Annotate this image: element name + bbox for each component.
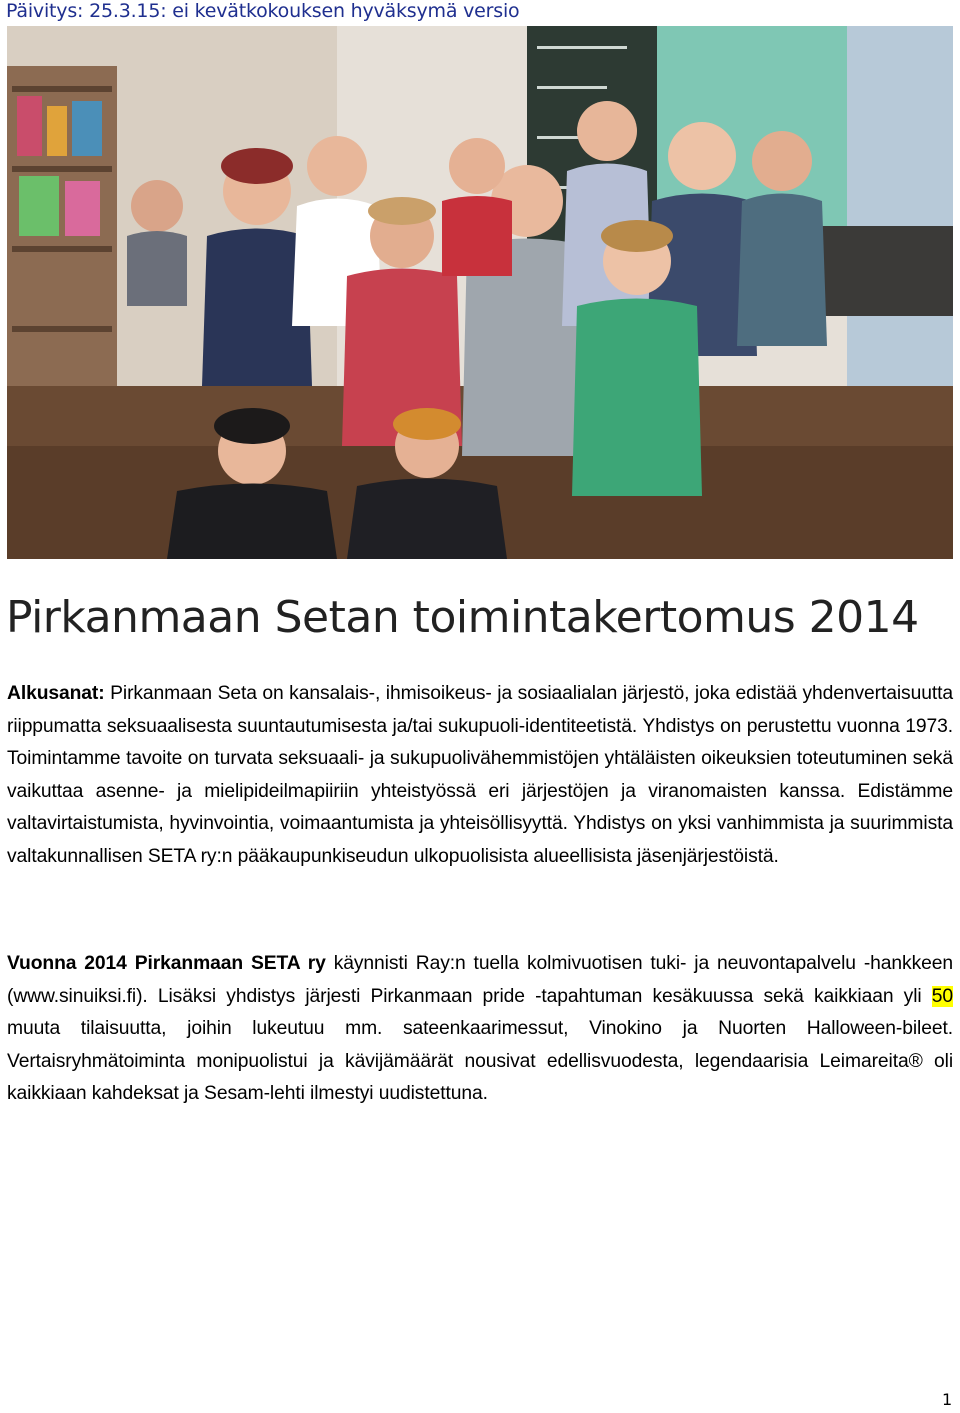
- intro-text: Pirkanmaan Seta on kansalais-, ihmisoikeus- ja sosiaalialan järjestö, joka edistää yhdenvertaisuutta riippumatta seksuaalisesta suuntautumisesta ja/tai sukupuoli-identiteetistä. Yhdistys on perustettu vuonna 1973. Toimintamme tavoite on turvata seksuaali- ja sukupuolivähemmistöjen yhtäläisten oikeuksien toteutuminen sekä vaikuttaa asenne- ja mielipideilmapiiriin yhteistyössä eri järjestöjen ja viranomaisten kanssa. Edistämme valtavirtaistumista, hyvinvointia, voimaantumista ja yhteisöllisyyttä. Yhdistys on yksi vanhimmista ja suurimmista valtakunnallisen SETA ry:n pääkaupunkiseudun ulkopuolisista alueellisista jäsenjärjestöistä.: [7, 683, 953, 867]
- summary-paragraph: [7, 948, 953, 1111]
- page-number: 1: [942, 1390, 953, 1409]
- group-photo-icon: [7, 26, 953, 559]
- intro-lead: Alkusanat:: [7, 683, 105, 704]
- summary-lead: Vuonna 2014 Pirkanmaan SETA ry: [7, 953, 326, 974]
- document-title: Pirkanmaan Setan toimintakertomus 2014: [6, 592, 919, 643]
- update-note: Päivitys: 25.3.15: ei kevätkokouksen hyväksymä versio: [6, 0, 520, 22]
- summary-text-before: käynnisti Ray:n tuella kolmivuotisen tuki- ja neuvontapalvelu -hankkeen (www.sinuiksi.fi). Lisäksi yhdistys järjesti Pirkanmaan pride -tapahtuman kesäkuussa sekä kaikkiaan yli: [7, 953, 953, 1007]
- intro-paragraph: [7, 678, 953, 874]
- highlighted-count: 50: [931, 985, 953, 1007]
- group-photo: [7, 26, 953, 559]
- summary-text-after: muuta tilaisuutta, joihin lukeutuu mm. sateenkaarimessut, Vinokino ja Nuorten Halloween-bileet. Vertaisryhmätoiminta monipuolistui ja kävijämäärät nousivat edellisvuodesta, legendaarisia Leimareita® oli kaikkiaan kahdeksat ja Sesam-lehti ilmestyi uudistettuna.: [7, 1018, 953, 1105]
